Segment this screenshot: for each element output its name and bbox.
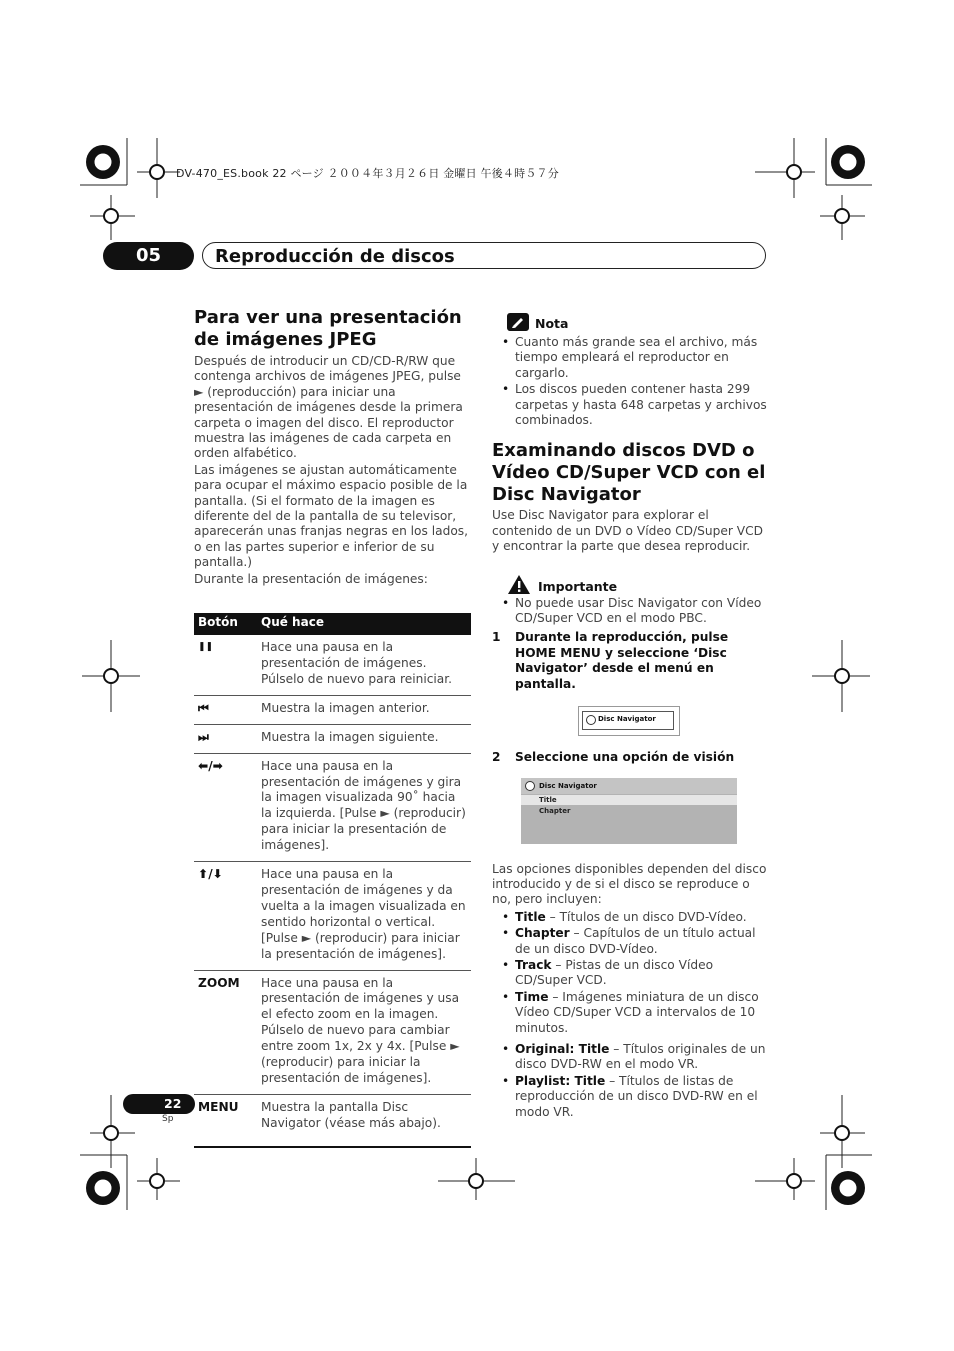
- list-item: [492, 990, 767, 1036]
- osd-menu-item: [582, 711, 674, 730]
- option-term: Original: Title: [515, 1041, 610, 1056]
- osd-title: Disc Navigator: [539, 781, 597, 790]
- important-label: Importante: [538, 578, 618, 594]
- step-1: [492, 630, 767, 692]
- option-term: Title: [515, 909, 546, 924]
- paragraph: Después de introducir un CD/CD-R/RW que contenga archivos de imágenes JPEG, pulse ► (reproducción) para iniciar una presentación de imágenes desde la primera carpeta o imagen del disco. El reproductor muestra las imágenes de cada carpeta en orden alfabético.: [194, 354, 463, 461]
- chapter-number: 05: [103, 242, 194, 270]
- table-cell: Muestra la imagen anterior.: [257, 695, 471, 724]
- language-code: Sp: [162, 1114, 174, 1124]
- option-term: Time: [515, 989, 549, 1004]
- paragraph: Las opciones disponibles dependen del disco introducido y de si el disco se reproduce o no, pero incluyen:: [492, 861, 767, 907]
- page-number: 22: [164, 1096, 182, 1111]
- left-right-arrows-icon: ⬅/➡: [194, 753, 257, 861]
- table-row: [194, 1094, 471, 1146]
- osd-option: [521, 806, 737, 816]
- option-desc: – Pistas de un disco Vídeo CD/Super VCD.: [515, 957, 714, 988]
- osd-option-label: Title: [539, 795, 557, 804]
- osd-option-label: Chapter: [539, 806, 571, 815]
- table-row: [194, 724, 471, 753]
- paragraph: Durante la presentación de imágenes:: [194, 571, 428, 586]
- paragraph: Use Disc Navigator para explorar el contenido de un DVD o Vídeo CD/Super VCD y encontrar la parte que desea reproducir.: [492, 508, 763, 554]
- table-row: [194, 635, 471, 695]
- options-list: [492, 910, 767, 1120]
- table-header-row: [194, 613, 471, 635]
- list-item: • Cuanto más grande sea el archivo, más tiempo empleará el reproductor en cargarlo.: [492, 335, 767, 381]
- important-list: [492, 596, 767, 627]
- step-number: 1: [492, 630, 501, 645]
- section-heading-jpeg: Para ver una presentación de imágenes JPEG: [194, 307, 462, 350]
- option-term: Track: [515, 957, 552, 972]
- table-cell-key: MENU: [194, 1094, 257, 1146]
- paragraph: Las imágenes se ajustan automáticamente para ocupar el máximo espacio posible de la pantalla. (Si el formato de la imagen es diferente del de la pantalla de su televisor, aparecerán unas franjas negras en los lados, o en las partes superior e inferior de su pantalla.): [194, 462, 468, 570]
- table-row: [194, 753, 471, 861]
- table-cell: Hace una pausa en la presentación de imágenes y gira la imagen visualizada 90˚ hacia la izquierda. [Pulse ► (reproducir) para iniciar la presentación de imágenes].: [257, 753, 471, 861]
- important-header: [492, 574, 767, 596]
- left-column: [194, 307, 471, 1148]
- up-down-arrows-icon: ⬆/⬇: [194, 862, 257, 970]
- disc-icon: [525, 781, 535, 791]
- option-desc: – Títulos originales de un disco DVD-RW en el modo VR.: [515, 1041, 766, 1072]
- osd-label: Disc Navigator: [598, 715, 656, 724]
- pause-button-icon: ❚❚: [194, 635, 257, 695]
- table-row: [194, 970, 471, 1094]
- table-cell: Hace una pausa en la presentación de imágenes. Púlselo de nuevo para reiniciar.: [257, 635, 471, 695]
- disc-icon: [586, 715, 596, 725]
- table-cell: Muestra la imagen siguiente.: [257, 724, 471, 753]
- buttons-table: [194, 613, 471, 1148]
- list-item: [492, 926, 767, 957]
- option-term: Playlist: Title: [515, 1073, 606, 1088]
- previous-button-icon: ⏮: [194, 695, 257, 724]
- osd-option-selected: [521, 795, 737, 805]
- list-item: [492, 910, 767, 925]
- page-number-badge: [123, 1094, 195, 1114]
- table-cell: Muestra la pantalla Disc Navigator (véase más abajo).: [257, 1094, 471, 1146]
- step-2: [492, 750, 767, 765]
- column-header-action: Qué hace: [257, 613, 471, 635]
- list-item: [492, 1042, 767, 1073]
- column-header-button: Botón: [194, 613, 257, 635]
- step-text: Durante la reproducción, pulse HOME MENU y seleccione ‘Disc Navigator’ desde el menú en pantalla.: [515, 630, 729, 691]
- next-button-icon: ⏭: [194, 724, 257, 753]
- table-cell-key: ZOOM: [194, 970, 257, 1094]
- note-header: [492, 313, 767, 333]
- step-text: Seleccione una opción de visión: [515, 750, 735, 765]
- note-pencil-icon: [507, 313, 529, 331]
- option-desc: – Títulos de listas de reproducción de un disco DVD-RW en el modo VR.: [515, 1073, 758, 1119]
- list-item: [492, 1074, 767, 1120]
- table-cell: Hace una pausa en la presentación de imágenes y usa el efecto zoom en la imagen. Púlselo de nuevo para cambiar entre zoom 1x, 2x y 4x. [Pulse ► (reproducir) para iniciar la presentación de imágenes].: [257, 970, 471, 1094]
- right-column: [492, 313, 767, 1120]
- table-cell: Hace una pausa en la presentación de imágenes y da vuelta a la imagen visualizada en sentido horizontal o vertical. [Pulse ► (reproducir) para iniciar la presentación de imágenes].: [257, 862, 471, 970]
- note-list: [492, 335, 767, 428]
- list-item: [492, 958, 767, 989]
- option-desc: – Capítulos de un título actual de un disco DVD-Vídeo.: [515, 926, 756, 956]
- list-item: • Los discos pueden contener hasta 299 carpetas y hasta 648 carpetas y archivos combinados.: [492, 382, 767, 428]
- table-row: [194, 862, 471, 970]
- print-job-line: DV-470_ES.book 22 ページ ２００４年３月２６日 金曜日 午後４時５７分: [176, 167, 559, 180]
- section-heading-disc-navigator: Examinando discos DVD o Vídeo CD/Super VCD con el Disc Navigator: [492, 440, 766, 506]
- osd-title-bar: [521, 778, 737, 794]
- table-row: [194, 695, 471, 724]
- option-desc: – Imágenes miniatura de un disco Vídeo CD/Super VCD a intervalos de 10 minutos.: [515, 989, 759, 1035]
- list-item: • No puede usar Disc Navigator con Vídeo CD/Super VCD en el modo PBC.: [492, 596, 767, 627]
- osd-screen-view-options: [521, 778, 737, 844]
- osd-screen-disc-navigator: [578, 706, 680, 736]
- note-label: Nota: [535, 316, 569, 331]
- option-desc: – Títulos de un disco DVD-Vídeo.: [545, 909, 747, 924]
- option-term: Chapter: [515, 926, 570, 941]
- step-number: 2: [492, 750, 501, 765]
- chapter-title: Reproducción de discos: [202, 242, 766, 269]
